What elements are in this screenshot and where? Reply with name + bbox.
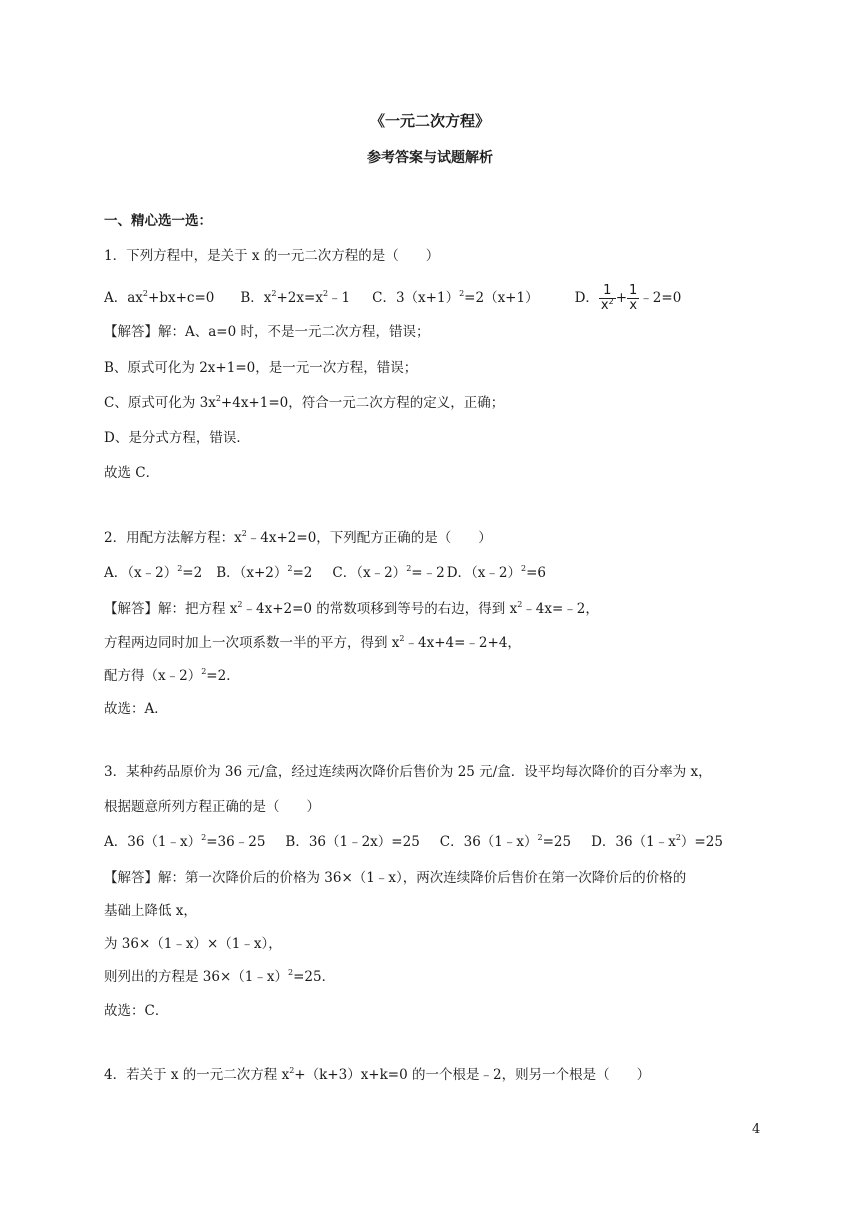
q1-option-a: A．$ax^2+bx+c=0$ [104, 289, 215, 306]
q3-option-a: A．36（1﹣x）$^2$=36﹣25 [104, 833, 266, 850]
question-4-stem: 4．若关于 x 的一元二次方程 $x^2+(k+3)x+k=0$ 的一个根是﹣2，则另一个根是（ ） [104, 1066, 651, 1083]
document-title: 《一元二次方程》 [369, 112, 490, 130]
q2-solution-line-3: 配方得（x﹣2）$^2$=2． [104, 667, 240, 684]
q2-option-d: D．（x﹣2）$^2$=6 [446, 564, 546, 581]
q1-solution-line-4: D、是分式方程，错误． [104, 430, 250, 446]
q2-solution-line-1: 【解答】解：把方程 $x^2﹣4x+2=0$ 的常数项移到等号的右边，得到 $x^2﹣4x=﹣2$， [104, 600, 599, 617]
q2-answer: 故选：A． [104, 701, 168, 717]
question-2-options [104, 563, 546, 583]
question-1-stem: 1．下列方程中，是关于 x 的一元二次方程的是（ ） [104, 248, 440, 264]
q3-option-b: B．36（1﹣2x）=25 [285, 834, 420, 850]
page-number: 4 [752, 1122, 761, 1137]
question-3-stem-line-1: 3．某种药品原价为 36 元/盒，经过连续两次降价后售价为 25 元/盒．设平均每次降价的百分率为 x， [104, 764, 712, 780]
q1-solution-line-2: B、原式可化为 2x+1=0，是一元一次方程，错误； [104, 360, 418, 376]
q1-option-d: D． $\frac{1}{x^2}$ + $\frac{1}{x}$ ﹣2=0 [574, 283, 682, 313]
q1-solution-line-3: C、原式可化为 $3x^2+4x+1=0$，符合一元二次方程的定义，正确； [104, 394, 505, 411]
q1-answer: 故选 C． [104, 465, 160, 481]
q3-option-d: D．$36(1﹣x^2)=25$ [591, 833, 723, 850]
q1-option-c: C．$3(x+1)^2=2(x+1)$ [372, 289, 539, 306]
section-heading: 一、精心选一选： [104, 213, 212, 229]
q3-solution-line-3: 为 36×（1﹣x）×（1﹣x）， [104, 936, 282, 952]
question-1-options [104, 284, 681, 313]
q1-solution-line-1: 【解答】解：A、a=0 时，不是一元二次方程，错误； [104, 324, 430, 340]
q2-option-a: A．（x﹣2）$^2$=2 [104, 564, 203, 581]
document-subtitle: 参考答案与试题解析 [367, 150, 493, 166]
q3-option-c: C．36（1﹣x）$^2$=25 [439, 833, 572, 850]
question-3-stem-line-2: 根据题意所列方程正确的是（ ） [104, 799, 320, 815]
q3-solution-line-1: 【解答】解：第一次降价后的价格为 36×（1﹣x），两次连续降价后售价在第一次降价后的价格的 [104, 870, 687, 886]
question-2-stem: 2．用配方法解方程：$x^2﹣4x+2=0$，下列配方正确的是（ ） [104, 529, 492, 546]
q2-solution-line-2: 方程两边同时加上一次项系数一半的平方，得到 $x^2﹣4x+4=﹣2+4$， [104, 634, 521, 651]
fraction-one-over-x-squared: $\frac{1}{x^2}$ [600, 283, 614, 313]
question-3-options [104, 832, 723, 852]
q2-option-b: B．$(x+2)^2=2$ [216, 564, 313, 581]
q3-solution-line-4: 则列出的方程是 36×（1﹣x）$^2$=25． [104, 968, 336, 985]
q1-option-b: B．$x^2+2x=x^2﹣1$ [240, 289, 351, 306]
q3-answer: 故选：C． [104, 1003, 169, 1019]
q3-solution-line-2: 基础上降低 x， [104, 903, 197, 919]
q2-option-c: C．（x﹣2）$^2$=﹣2 [332, 564, 445, 581]
fraction-one-over-x: $\frac{1}{x}$ [629, 283, 638, 313]
